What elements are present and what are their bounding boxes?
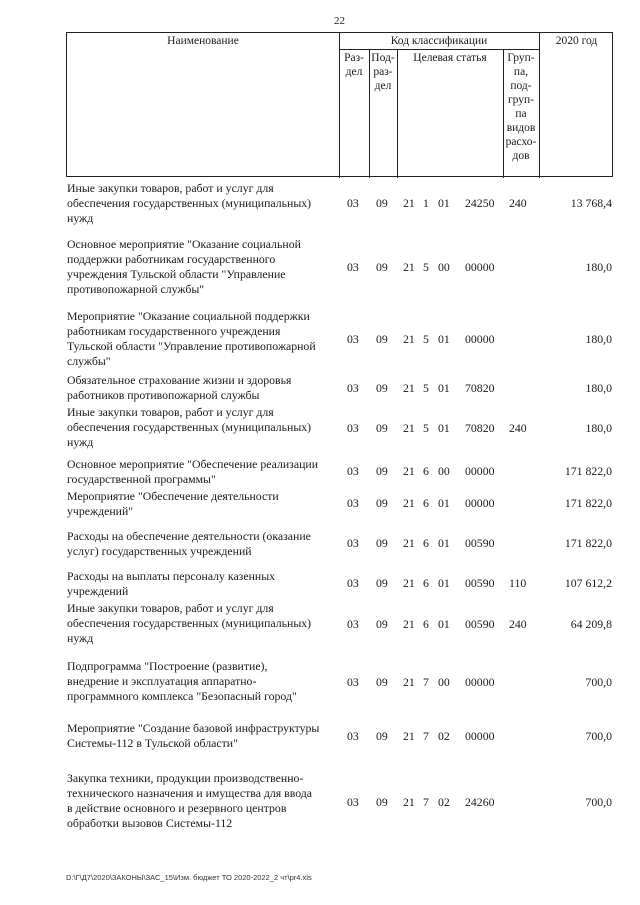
row-name-line: программного комплекса "Безопасный город" [67, 689, 297, 703]
row-target-direction: 00000 [465, 675, 495, 689]
row-name-line: государственной программы" [67, 472, 216, 486]
row-amount: 180,0 [585, 260, 612, 274]
page-number: 22 [334, 15, 345, 27]
row-name [67, 721, 347, 751]
row-razdel: 03 [347, 464, 359, 478]
row-name-line: Обязательное страхование жизни и здоровья [67, 373, 292, 387]
header-group-line: Груп- [507, 52, 535, 64]
row-target-direction: 70820 [465, 421, 495, 435]
row-name [67, 601, 347, 646]
row-podrazdel: 09 [376, 536, 388, 550]
row-razdel: 03 [347, 196, 359, 210]
row-name-line: Иные закупки товаров, работ и услуг для [67, 601, 274, 615]
row-name [67, 309, 347, 369]
row-name [67, 457, 347, 487]
row-target-sub: 1 [423, 196, 429, 210]
row-target-program: 21 [403, 196, 415, 210]
header-group-line: расхо- [505, 136, 537, 148]
row-target-program: 21 [403, 421, 415, 435]
header-code: Код классификации [390, 35, 488, 47]
row-amount: 700,0 [585, 729, 612, 743]
row-target-direction: 00000 [465, 260, 495, 274]
header-group-line: под- [510, 80, 532, 92]
row-amount: 180,0 [585, 381, 612, 395]
row-target-sub: 5 [423, 260, 429, 274]
row-target-direction: 00000 [465, 332, 495, 346]
row-razdel: 03 [347, 617, 359, 631]
header-group [503, 51, 539, 163]
row-target-program: 21 [403, 464, 415, 478]
header-divider [339, 33, 340, 178]
row-target-sub: 6 [423, 617, 429, 631]
row-amount: 180,0 [585, 421, 612, 435]
row-target-direction: 00000 [465, 729, 495, 743]
row-name [67, 373, 347, 403]
row-target-direction: 24260 [465, 795, 495, 809]
header-podrazdel-line: Под- [371, 52, 395, 64]
row-podrazdel: 09 [376, 464, 388, 478]
row-name [67, 771, 347, 831]
header-group-line: па, [513, 66, 529, 78]
row-name [67, 569, 347, 599]
row-name-line: Подпрограмма "Построение (развитие), [67, 659, 268, 673]
row-razdel: 03 [347, 496, 359, 510]
row-name-line: поддержки работникам государственного [67, 252, 276, 266]
file-path-footer: D:\Г\Д7\2020\ЗАКОНЫ\ЗАС_15\Изм. бюджет ТО 2020-2022_2 чт\pr4.xls [66, 873, 312, 882]
row-name-line: Иные закупки товаров, работ и услуг для [67, 405, 274, 419]
header-group-line: дов [512, 150, 530, 162]
row-name-line: работников противопожарной службы [67, 388, 260, 402]
header-name: Наименование [167, 35, 239, 47]
header-razdel [339, 51, 369, 79]
row-group: 240 [509, 421, 527, 435]
row-target-program: 21 [403, 617, 415, 631]
row-target-sub: 6 [423, 576, 429, 590]
row-razdel: 03 [347, 260, 359, 274]
row-name [67, 405, 347, 450]
row-group: 110 [509, 576, 527, 590]
row-amount: 171 822,0 [564, 536, 612, 550]
row-amount: 180,0 [585, 332, 612, 346]
row-name-line: обработки вызовов Системы-112 [67, 816, 233, 830]
row-target-program: 21 [403, 576, 415, 590]
row-podrazdel: 09 [376, 260, 388, 274]
row-name-line: Расходы на обеспечение деятельности (оказание [67, 529, 311, 543]
row-name-line: Мероприятие "Создание базовой инфраструктуры [67, 721, 320, 735]
row-razdel: 03 [347, 332, 359, 346]
header-divider [539, 33, 540, 178]
row-target-sub: 6 [423, 496, 429, 510]
row-target-program: 21 [403, 729, 415, 743]
row-name-line: службы" [67, 354, 111, 368]
row-target-direction: 24250 [465, 196, 495, 210]
row-amount: 64 209,8 [570, 617, 612, 631]
row-razdel: 03 [347, 421, 359, 435]
row-target-sub: 6 [423, 464, 429, 478]
row-podrazdel: 09 [376, 617, 388, 631]
row-name-line: нужд [67, 211, 94, 225]
row-razdel: 03 [347, 675, 359, 689]
row-amount: 107 612,2 [564, 576, 612, 590]
row-target-direction: 00590 [465, 576, 495, 590]
header-group-line: груп- [507, 94, 535, 106]
row-name-line: учреждений [67, 584, 129, 598]
row-razdel: 03 [347, 729, 359, 743]
row-name-line: Тульской области "Управление противопожарной [67, 339, 316, 353]
row-name-line: учреждений" [67, 504, 134, 518]
row-podrazdel: 09 [376, 196, 388, 210]
row-razdel: 03 [347, 381, 359, 395]
row-target-main: 01 [438, 496, 450, 510]
row-name-line: работникам государственного учреждения [67, 324, 281, 338]
row-name-line: Основное мероприятие "Обеспечение реализации [67, 457, 319, 471]
row-target-main: 01 [438, 381, 450, 395]
row-name-line: технического назначения и имущества для ввода [67, 786, 313, 800]
header-divider [503, 49, 504, 178]
row-name-line: учреждения Тульской области "Управление [67, 267, 286, 281]
row-name-line: Закупка техники, продукции производственно- [67, 771, 304, 785]
row-target-main: 02 [438, 795, 450, 809]
row-target-program: 21 [403, 260, 415, 274]
row-target-program: 21 [403, 381, 415, 395]
row-name-line: Иные закупки товаров, работ и услуг для [67, 181, 274, 195]
row-name-line: в действие основного и резервного центров [67, 801, 287, 815]
row-name-line: Системы-112 в Тульской области" [67, 736, 238, 750]
row-amount: 700,0 [585, 795, 612, 809]
row-name [67, 237, 347, 297]
row-podrazdel: 09 [376, 675, 388, 689]
row-name-line: внедрение и эксплуатация аппаратно- [67, 674, 257, 688]
row-podrazdel: 09 [376, 332, 388, 346]
row-target-program: 21 [403, 795, 415, 809]
row-podrazdel: 09 [376, 381, 388, 395]
row-target-direction: 00000 [465, 496, 495, 510]
header-target: Целевая статья [413, 52, 487, 64]
row-amount: 171 822,0 [564, 496, 612, 510]
row-name-line: обеспечения государственных (муниципальных) [67, 196, 312, 210]
header-year: 2020 год [555, 35, 598, 47]
row-target-sub: 6 [423, 536, 429, 550]
row-target-sub: 5 [423, 381, 429, 395]
row-target-sub: 5 [423, 421, 429, 435]
row-amount: 700,0 [585, 675, 612, 689]
header-razdel-line: Раз- [344, 52, 364, 64]
row-target-main: 01 [438, 421, 450, 435]
row-podrazdel: 09 [376, 421, 388, 435]
row-target-program: 21 [403, 332, 415, 346]
row-name-line: нужд [67, 435, 94, 449]
row-target-sub: 7 [423, 675, 429, 689]
header-podrazdel-line: раз- [373, 66, 393, 78]
row-name-line: обеспечения государственных (муниципальных) [67, 420, 312, 434]
row-name [67, 181, 347, 226]
row-target-main: 00 [438, 260, 450, 274]
row-podrazdel: 09 [376, 576, 388, 590]
row-name [67, 529, 347, 559]
row-target-direction: 70820 [465, 381, 495, 395]
row-target-sub: 5 [423, 332, 429, 346]
row-target-sub: 7 [423, 729, 429, 743]
row-target-main: 02 [438, 729, 450, 743]
row-name-line: Мероприятие "Оказание социальной поддержки [67, 309, 310, 323]
header-divider [369, 49, 370, 178]
row-amount: 13 768,4 [570, 196, 612, 210]
row-name-line: противопожарной службы" [67, 282, 205, 296]
header-razdel-line: дел [345, 66, 363, 78]
row-target-direction: 00000 [465, 464, 495, 478]
row-podrazdel: 09 [376, 795, 388, 809]
row-target-program: 21 [403, 675, 415, 689]
row-name-line: услуг) государственных учреждений [67, 544, 252, 558]
row-target-program: 21 [403, 536, 415, 550]
row-amount: 171 822,0 [564, 464, 612, 478]
row-name [67, 659, 347, 704]
row-name-line: Основное мероприятие "Оказание социальной [67, 237, 301, 251]
row-name-line: обеспечения государственных (муниципальных) [67, 616, 312, 630]
row-razdel: 03 [347, 576, 359, 590]
header-group-line: па [515, 108, 527, 120]
row-podrazdel: 09 [376, 496, 388, 510]
table-header [66, 32, 613, 177]
header-group-line: видов [506, 122, 536, 134]
row-target-direction: 00590 [465, 536, 495, 550]
row-target-main: 01 [438, 332, 450, 346]
row-name-line: Мероприятие "Обеспечение деятельности [67, 489, 279, 503]
row-target-main: 01 [438, 576, 450, 590]
header-podrazdel-line: дел [374, 80, 392, 92]
row-target-main: 01 [438, 617, 450, 631]
header-divider [397, 49, 398, 178]
row-podrazdel: 09 [376, 729, 388, 743]
row-target-program: 21 [403, 496, 415, 510]
row-razdel: 03 [347, 536, 359, 550]
row-razdel: 03 [347, 795, 359, 809]
row-name-line: нужд [67, 631, 94, 645]
row-group: 240 [509, 196, 527, 210]
row-target-main: 00 [438, 464, 450, 478]
row-group: 240 [509, 617, 527, 631]
row-target-sub: 7 [423, 795, 429, 809]
row-name [67, 489, 347, 519]
row-target-main: 01 [438, 196, 450, 210]
row-target-direction: 00590 [465, 617, 495, 631]
row-name-line: Расходы на выплаты персоналу казенных [67, 569, 276, 583]
header-podrazdel [369, 51, 397, 93]
row-target-main: 01 [438, 536, 450, 550]
row-target-main: 00 [438, 675, 450, 689]
